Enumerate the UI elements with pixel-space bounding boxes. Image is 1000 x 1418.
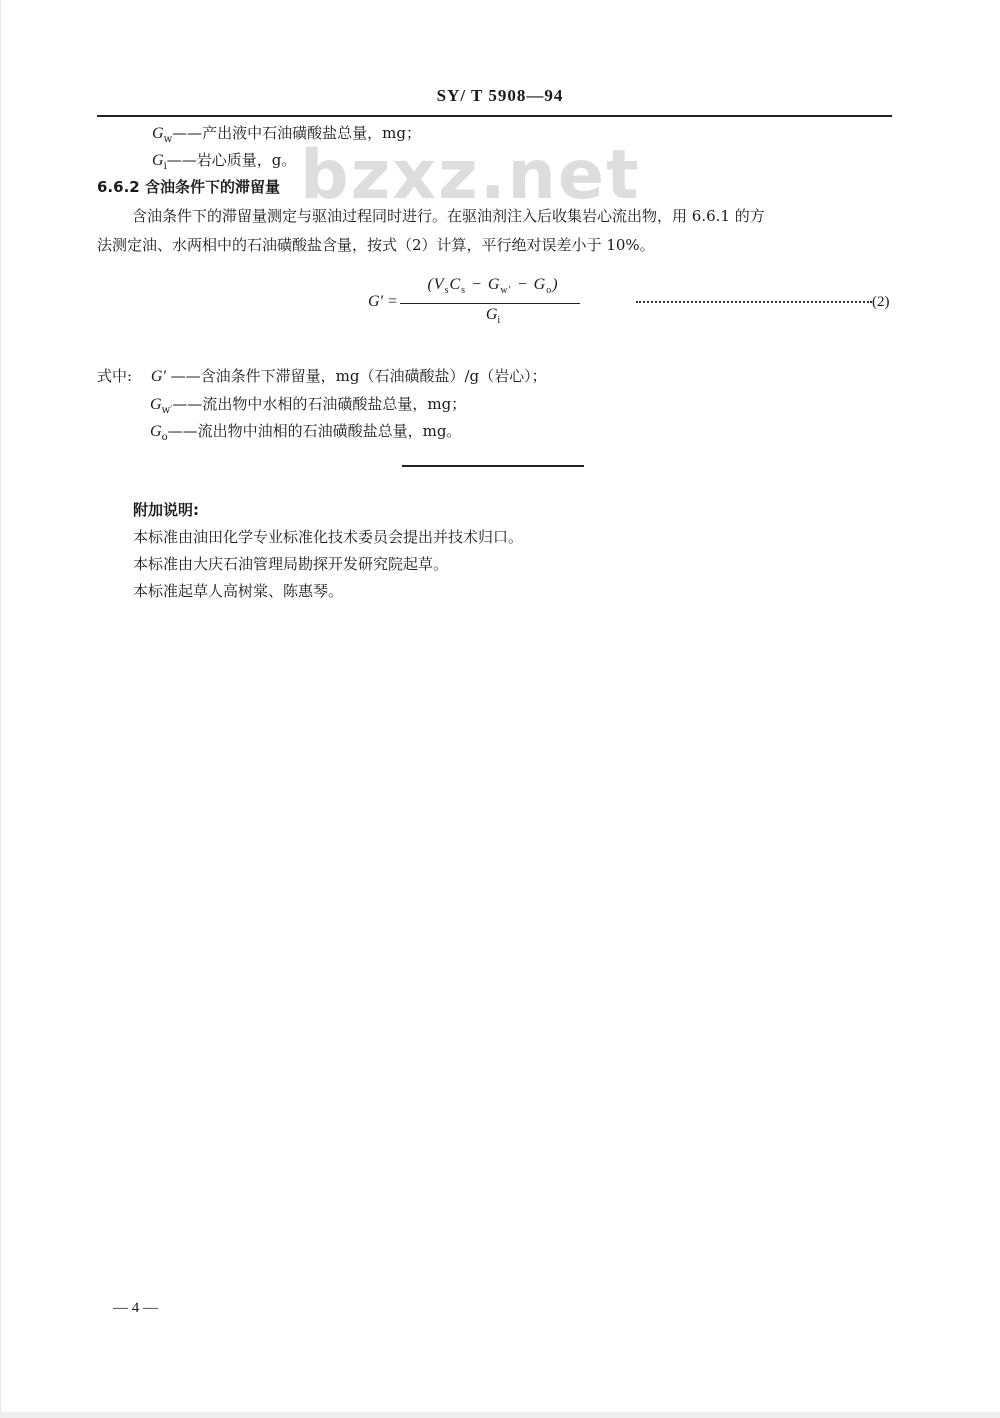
notes-line-2: 本标准由大庆石油管理局勘探开发研究院起草。 bbox=[133, 555, 449, 573]
formula-2 bbox=[360, 276, 600, 336]
document-code: SY/ T 5908—94 bbox=[436, 86, 564, 105]
where-label: 式中: bbox=[97, 367, 133, 385]
section-heading bbox=[97, 177, 280, 197]
definition-gw bbox=[152, 123, 421, 150]
subscript: o bbox=[161, 432, 168, 443]
definition-gi bbox=[152, 150, 296, 177]
subscript: w′ bbox=[161, 405, 173, 416]
notes-title: 附加说明: bbox=[133, 501, 199, 519]
header-rule bbox=[97, 115, 892, 117]
symbol: G bbox=[150, 396, 162, 413]
fraction-bar bbox=[400, 303, 580, 304]
definition-text: ——岩心质量，g。 bbox=[166, 151, 297, 169]
definition-text: ——产出液中石油磺酸盐总量，mg； bbox=[172, 124, 421, 142]
subscript: i bbox=[163, 161, 167, 172]
notes-line-1: 本标准由油田化学专业标准化技术委员会提出并技术归口。 bbox=[133, 528, 524, 546]
symbol: G bbox=[150, 423, 162, 440]
subscript: w bbox=[163, 134, 173, 145]
page-edge bbox=[0, 0, 1, 1418]
definition-gprime bbox=[97, 366, 547, 387]
formula-denominator: $G_i$ bbox=[485, 306, 501, 326]
symbol: G bbox=[152, 152, 164, 169]
definition-text: ——含油条件下滞留量，mg（石油磺酸盐）/g（岩心）； bbox=[165, 367, 547, 385]
formula-numerator: $(V_sC_s - G_{w'} - G_o)$ bbox=[427, 276, 559, 296]
definition-text: ——流出物中油相的石油磺酸盐总量，mg。 bbox=[167, 422, 462, 440]
page-number: — 4 — bbox=[113, 1300, 158, 1316]
paragraph-line-2: 法测定油、水两相中的石油磺酸盐含量，按式（2）计算，平行绝对误差小于 10%。 bbox=[97, 236, 655, 254]
section-title: 含油条件下的滞留量 bbox=[144, 178, 280, 196]
section-number: 6.6.2 bbox=[97, 178, 140, 196]
definition-gw-prime bbox=[150, 394, 466, 421]
symbol: G′ bbox=[150, 368, 166, 385]
page-bottom-edge bbox=[0, 1412, 1000, 1418]
notes-line-3: 本标准起草人高树棠、陈惠琴。 bbox=[133, 582, 344, 600]
symbol: G bbox=[152, 125, 164, 142]
paragraph-line-1: 含油条件下的滞留量测定与驱油过程同时进行。在驱油剂注入后收集岩心流出物，用 6.6.1 的方 bbox=[132, 207, 765, 225]
formula-lhs: G′ = bbox=[368, 293, 398, 310]
definition-text: ——流出物中水相的石油磺酸盐总量，mg； bbox=[172, 395, 467, 413]
definition-go bbox=[150, 421, 461, 448]
equation-number: (2) bbox=[872, 294, 890, 310]
watermark: bzxz.net bbox=[300, 136, 641, 215]
dot-leader bbox=[636, 293, 872, 303]
end-rule bbox=[402, 465, 584, 467]
